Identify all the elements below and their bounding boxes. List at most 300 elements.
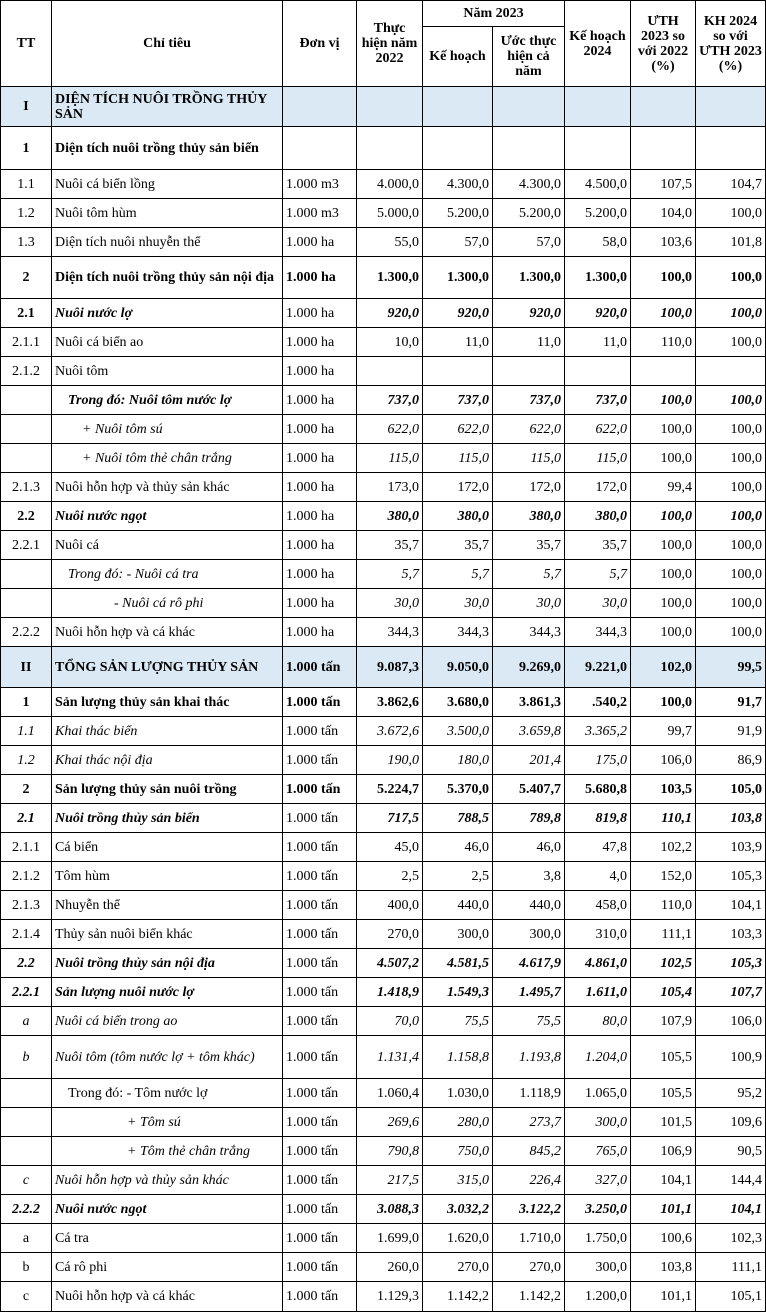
row-value: 344,3 [493, 618, 565, 647]
row-value: 100,0 [696, 257, 766, 299]
row-value: 100,0 [696, 299, 766, 328]
row-unit: 1.000 ha [283, 328, 357, 357]
row-name: Sản lượng thủy sản nuôi trồng [52, 775, 283, 804]
row-value: 3.500,0 [423, 717, 493, 746]
row-value: 11,0 [423, 328, 493, 357]
row-tt: b [1, 1036, 52, 1079]
row-name: Sản lượng thủy sản khai thác [52, 688, 283, 717]
row-name: Cá rô phi [52, 1253, 283, 1282]
row-value: 737,0 [357, 386, 423, 415]
row-value: 103,6 [631, 228, 696, 257]
row-name: Nuôi hỗn hợp và thủy sản khác [52, 473, 283, 502]
row-value [631, 357, 696, 386]
header-chi-tieu: Chỉ tiêu [52, 1, 283, 87]
row-value: 100,0 [696, 560, 766, 589]
row-value [357, 87, 423, 127]
row-value: 622,0 [357, 415, 423, 444]
row-value: 91,9 [696, 717, 766, 746]
row-unit: 1.000 tấn [283, 833, 357, 862]
row-value [357, 357, 423, 386]
row-value: 100,0 [631, 415, 696, 444]
row-value: 380,0 [493, 502, 565, 531]
row-value: 105,3 [696, 949, 766, 978]
row-tt: 2.2.1 [1, 531, 52, 560]
row-value: 110,0 [631, 328, 696, 357]
table-row [1, 804, 766, 833]
row-value: 45,0 [357, 833, 423, 862]
table-row [1, 1253, 766, 1282]
table-row [1, 862, 766, 891]
table-row [1, 920, 766, 949]
row-unit: 1.000 tấn [283, 647, 357, 688]
row-value: 1.611,0 [565, 978, 631, 1007]
row-value: 1.495,7 [493, 978, 565, 1007]
row-value: 380,0 [565, 502, 631, 531]
row-value: 789,8 [493, 804, 565, 833]
row-value: 3.032,2 [423, 1195, 493, 1224]
row-value: 30,0 [357, 589, 423, 618]
row-tt [1, 1079, 52, 1108]
row-value: 11,0 [493, 328, 565, 357]
row-value: 440,0 [423, 891, 493, 920]
row-value: 9.050,0 [423, 647, 493, 688]
row-value: 106,9 [631, 1137, 696, 1166]
row-unit: 1.000 tấn [283, 949, 357, 978]
table-body [1, 87, 766, 1312]
row-value [696, 87, 766, 127]
row-name: Diện tích nuôi nhuyễn thể [52, 228, 283, 257]
row-value [493, 357, 565, 386]
row-value: 10,0 [357, 328, 423, 357]
row-unit: 1.000 ha [283, 473, 357, 502]
row-tt: 1 [1, 127, 52, 170]
row-value [631, 87, 696, 127]
row-value: 273,7 [493, 1108, 565, 1137]
table-row [1, 1007, 766, 1036]
row-value: 1.158,8 [423, 1036, 493, 1079]
row-name: DIỆN TÍCH NUÔI TRỒNG THỦY SẢN [52, 87, 283, 127]
row-value: 47,8 [565, 833, 631, 862]
row-value: 4.861,0 [565, 949, 631, 978]
table-row [1, 299, 766, 328]
row-value: 103,8 [696, 804, 766, 833]
row-tt: 1 [1, 688, 52, 717]
row-value: 1.204,0 [565, 1036, 631, 1079]
row-value: 105,5 [631, 1036, 696, 1079]
row-unit: 1.000 tấn [283, 746, 357, 775]
row-name: Khai thác nội địa [52, 746, 283, 775]
row-value: 1.129,3 [357, 1282, 423, 1312]
row-value: 1.300,0 [565, 257, 631, 299]
header-ke-hoach-2024: Kế hoạch 2024 [565, 1, 631, 87]
row-value: 1.620,0 [423, 1224, 493, 1253]
row-value: 105,1 [696, 1282, 766, 1312]
row-unit: 1.000 ha [283, 357, 357, 386]
row-value: 765,0 [565, 1137, 631, 1166]
row-tt: 2.2.2 [1, 618, 52, 647]
row-name: - Nuôi cá rô phi [52, 589, 283, 618]
row-value: 1.142,2 [423, 1282, 493, 1312]
row-value: 101,1 [631, 1282, 696, 1312]
table-row [1, 647, 766, 688]
row-value: 46,0 [423, 833, 493, 862]
row-value: 315,0 [423, 1166, 493, 1195]
row-value: 99,5 [696, 647, 766, 688]
row-value: 1.060,4 [357, 1079, 423, 1108]
row-unit: 1.000 m3 [283, 199, 357, 228]
row-unit: 1.000 tấn [283, 1224, 357, 1253]
row-tt: 1.3 [1, 228, 52, 257]
row-value: 30,0 [423, 589, 493, 618]
row-name: Nuôi trồng thủy sản nội địa [52, 949, 283, 978]
table-row [1, 618, 766, 647]
row-tt: 2.2 [1, 502, 52, 531]
row-value: 90,5 [696, 1137, 766, 1166]
row-value: 790,8 [357, 1137, 423, 1166]
header-uoc-thuc-hien: Ước thực hiện cả năm [493, 27, 565, 87]
table-row [1, 1166, 766, 1195]
row-value: 3.365,2 [565, 717, 631, 746]
row-tt: 2 [1, 775, 52, 804]
row-value: 99,4 [631, 473, 696, 502]
row-value: 260,0 [357, 1253, 423, 1282]
row-tt: 2.1.3 [1, 891, 52, 920]
row-value: 35,7 [565, 531, 631, 560]
table-row [1, 415, 766, 444]
row-unit: 1.000 tấn [283, 1007, 357, 1036]
row-value: 102,5 [631, 949, 696, 978]
row-value: 201,4 [493, 746, 565, 775]
row-value [565, 87, 631, 127]
row-tt: 2.1.3 [1, 473, 52, 502]
row-tt [1, 1137, 52, 1166]
row-value: 104,1 [696, 891, 766, 920]
row-name: Nuôi cá biển lồng [52, 170, 283, 199]
row-value [423, 87, 493, 127]
row-unit: 1.000 tấn [283, 920, 357, 949]
row-value: 920,0 [493, 299, 565, 328]
row-value: 144,4 [696, 1166, 766, 1195]
row-value: 115,0 [493, 444, 565, 473]
row-value [357, 127, 423, 170]
row-unit: 1.000 ha [283, 444, 357, 473]
row-value: 100,0 [631, 618, 696, 647]
row-value: 1.131,4 [357, 1036, 423, 1079]
row-value: 30,0 [565, 589, 631, 618]
row-value: 2,5 [357, 862, 423, 891]
row-name: Nuôi nước ngọt [52, 1195, 283, 1224]
row-value: 115,0 [565, 444, 631, 473]
row-tt: 2.1.1 [1, 328, 52, 357]
row-value: 46,0 [493, 833, 565, 862]
row-value: 115,0 [423, 444, 493, 473]
row-value: 104,0 [631, 199, 696, 228]
row-value: 180,0 [423, 746, 493, 775]
row-value: 4.500,0 [565, 170, 631, 199]
header-nam-2023: Năm 2023 [423, 1, 565, 27]
row-value: 750,0 [423, 1137, 493, 1166]
table-row [1, 328, 766, 357]
table-row [1, 775, 766, 804]
row-value: 9.269,0 [493, 647, 565, 688]
row-value [493, 127, 565, 170]
row-value: 344,3 [357, 618, 423, 647]
row-value: 226,4 [493, 1166, 565, 1195]
table-row [1, 257, 766, 299]
table-row [1, 589, 766, 618]
row-name: + Tôm sú [52, 1108, 283, 1137]
row-value: 269,6 [357, 1108, 423, 1137]
row-value: 310,0 [565, 920, 631, 949]
row-name: + Tôm thẻ chân trắng [52, 1137, 283, 1166]
row-name: Nuôi nước ngọt [52, 502, 283, 531]
row-value: 5.680,8 [565, 775, 631, 804]
row-tt: 2.2.2 [1, 1195, 52, 1224]
row-name: Nhuyễn thể [52, 891, 283, 920]
row-value: 270,0 [493, 1253, 565, 1282]
row-value: 3.088,3 [357, 1195, 423, 1224]
row-value: 100,0 [696, 502, 766, 531]
row-value: 100,0 [631, 444, 696, 473]
row-name: Nuôi hỗn hợp và thủy sản khác [52, 1166, 283, 1195]
row-unit: 1.000 m3 [283, 170, 357, 199]
row-value: 100,0 [631, 688, 696, 717]
row-value: 5.407,7 [493, 775, 565, 804]
row-value: 300,0 [423, 920, 493, 949]
row-tt: 1.2 [1, 746, 52, 775]
row-value: 3.659,8 [493, 717, 565, 746]
row-tt [1, 444, 52, 473]
header-don-vi: Đơn vị [283, 1, 357, 87]
row-value: 217,5 [357, 1166, 423, 1195]
row-unit: 1.000 tấn [283, 804, 357, 833]
table-row [1, 891, 766, 920]
row-value: 100,0 [696, 444, 766, 473]
header-tt: TT [1, 1, 52, 87]
row-name: Nuôi cá biển ao [52, 328, 283, 357]
row-value: 1.193,8 [493, 1036, 565, 1079]
row-value: 300,0 [493, 920, 565, 949]
row-tt: 2.1.4 [1, 920, 52, 949]
row-value: 300,0 [565, 1108, 631, 1137]
row-value [565, 357, 631, 386]
row-value: 3.680,0 [423, 688, 493, 717]
row-value [696, 357, 766, 386]
row-value: .540,2 [565, 688, 631, 717]
table-row [1, 1224, 766, 1253]
row-name: Nuôi cá biển trong ao [52, 1007, 283, 1036]
table-row [1, 386, 766, 415]
row-value: 380,0 [357, 502, 423, 531]
row-value: 99,7 [631, 717, 696, 746]
row-name: Diện tích nuôi trồng thủy sản nội địa [52, 257, 283, 299]
row-value: 100,0 [631, 299, 696, 328]
row-value: 717,5 [357, 804, 423, 833]
row-value: 270,0 [423, 1253, 493, 1282]
table-row [1, 199, 766, 228]
row-value: 100,0 [696, 328, 766, 357]
row-value: 100,0 [631, 589, 696, 618]
row-value: 95,2 [696, 1079, 766, 1108]
row-value: 622,0 [493, 415, 565, 444]
row-value: 106,0 [696, 1007, 766, 1036]
row-name: Trong đó: Nuôi tôm nước lợ [52, 386, 283, 415]
row-value: 172,0 [565, 473, 631, 502]
row-value [565, 127, 631, 170]
row-unit: 1.000 tấn [283, 1282, 357, 1312]
row-value: 35,7 [357, 531, 423, 560]
row-name: Trong đó: - Tôm nước lợ [52, 1079, 283, 1108]
row-value: 100,9 [696, 1036, 766, 1079]
table-row [1, 1137, 766, 1166]
table-row [1, 127, 766, 170]
table-row [1, 531, 766, 560]
row-value: 109,6 [696, 1108, 766, 1137]
row-value: 1.418,9 [357, 978, 423, 1007]
row-name: Cá tra [52, 1224, 283, 1253]
row-value: 111,1 [631, 920, 696, 949]
row-value: 106,0 [631, 746, 696, 775]
row-value: 1.142,2 [493, 1282, 565, 1312]
row-value: 172,0 [423, 473, 493, 502]
row-value: 458,0 [565, 891, 631, 920]
row-name: Nuôi tôm [52, 357, 283, 386]
row-value: 100,0 [696, 589, 766, 618]
row-unit: 1.000 tấn [283, 1108, 357, 1137]
row-tt [1, 560, 52, 589]
row-value [493, 87, 565, 127]
row-value: 1.710,0 [493, 1224, 565, 1253]
row-unit: 1.000 tấn [283, 1166, 357, 1195]
header-uth-ratio: ƯTH 2023 so với 2022 (%) [631, 1, 696, 87]
row-tt: 2.1.1 [1, 833, 52, 862]
row-value: 75,5 [423, 1007, 493, 1036]
row-value: 3,8 [493, 862, 565, 891]
row-value: 1.750,0 [565, 1224, 631, 1253]
row-unit: 1.000 tấn [283, 1137, 357, 1166]
row-value: 788,5 [423, 804, 493, 833]
row-unit [283, 87, 357, 127]
row-unit: 1.000 ha [283, 386, 357, 415]
table-row [1, 746, 766, 775]
row-name: Diện tích nuôi trồng thủy sản biển [52, 127, 283, 170]
row-value: 103,3 [696, 920, 766, 949]
row-unit: 1.000 tấn [283, 862, 357, 891]
row-value: 103,8 [631, 1253, 696, 1282]
row-value: 175,0 [565, 746, 631, 775]
row-name: Nuôi tôm (tôm nước lợ + tôm khác) [52, 1036, 283, 1079]
row-unit: 1.000 ha [283, 415, 357, 444]
row-value: 4.617,9 [493, 949, 565, 978]
row-value: 104,1 [631, 1166, 696, 1195]
row-value: 91,7 [696, 688, 766, 717]
row-tt: 2.1 [1, 299, 52, 328]
row-unit: 1.000 tấn [283, 891, 357, 920]
row-unit [283, 127, 357, 170]
row-value: 920,0 [565, 299, 631, 328]
row-name: + Nuôi tôm sú [52, 415, 283, 444]
row-value: 190,0 [357, 746, 423, 775]
row-value: 3.861,3 [493, 688, 565, 717]
row-value: 280,0 [423, 1108, 493, 1137]
row-name: Cá biển [52, 833, 283, 862]
row-tt: 2.2 [1, 949, 52, 978]
row-tt: 2.2.1 [1, 978, 52, 1007]
row-value: 300,0 [565, 1253, 631, 1282]
table-row [1, 1195, 766, 1224]
row-value: 110,0 [631, 891, 696, 920]
row-value: 3.862,6 [357, 688, 423, 717]
row-name: Trong đó: - Nuôi cá tra [52, 560, 283, 589]
row-value: 4.300,0 [493, 170, 565, 199]
row-name: Thủy sản nuôi biển khác [52, 920, 283, 949]
row-value: 9.221,0 [565, 647, 631, 688]
row-value: 344,3 [423, 618, 493, 647]
row-value: 100,0 [696, 531, 766, 560]
row-value: 173,0 [357, 473, 423, 502]
row-value: 101,5 [631, 1108, 696, 1137]
row-value: 1.699,0 [357, 1224, 423, 1253]
row-unit: 1.000 ha [283, 257, 357, 299]
row-unit: 1.000 tấn [283, 1036, 357, 1079]
row-value: 1.030,0 [423, 1079, 493, 1108]
row-value: 1.549,3 [423, 978, 493, 1007]
row-name: Nuôi hỗn hợp và cá khác [52, 618, 283, 647]
row-value: 100,0 [631, 560, 696, 589]
row-value: 102,3 [696, 1224, 766, 1253]
row-value: 4.507,2 [357, 949, 423, 978]
row-value: 920,0 [423, 299, 493, 328]
row-tt: a [1, 1224, 52, 1253]
row-unit: 1.000 tấn [283, 1253, 357, 1282]
row-value: 100,0 [631, 386, 696, 415]
row-tt: c [1, 1166, 52, 1195]
row-value: 86,9 [696, 746, 766, 775]
row-unit: 1.000 tấn [283, 688, 357, 717]
row-value: 4,0 [565, 862, 631, 891]
row-value: 102,0 [631, 647, 696, 688]
row-value: 105,5 [631, 1079, 696, 1108]
row-value: 107,7 [696, 978, 766, 1007]
row-value: 100,6 [631, 1224, 696, 1253]
row-value: 5.224,7 [357, 775, 423, 804]
row-value: 100,0 [631, 531, 696, 560]
row-value: 105,3 [696, 862, 766, 891]
row-name: Nuôi nước lợ [52, 299, 283, 328]
row-value: 622,0 [565, 415, 631, 444]
row-tt [1, 1108, 52, 1137]
row-value: 1.300,0 [493, 257, 565, 299]
row-name: Nuôi hỗn hợp và cá khác [52, 1282, 283, 1312]
row-tt [1, 415, 52, 444]
row-value: 1.300,0 [423, 257, 493, 299]
row-value: 4.000,0 [357, 170, 423, 199]
row-value: 4.581,5 [423, 949, 493, 978]
row-name: TỔNG SẢN LƯỢNG THỦY SẢN [52, 647, 283, 688]
row-value: 172,0 [493, 473, 565, 502]
row-unit: 1.000 ha [283, 618, 357, 647]
row-value: 100,0 [696, 473, 766, 502]
table-row [1, 1282, 766, 1312]
row-name: Nuôi tôm hùm [52, 199, 283, 228]
row-value: 100,0 [696, 618, 766, 647]
row-value: 115,0 [357, 444, 423, 473]
row-value: 103,5 [631, 775, 696, 804]
table-row [1, 717, 766, 746]
row-tt [1, 589, 52, 618]
row-unit: 1.000 ha [283, 228, 357, 257]
row-value: 4.300,0 [423, 170, 493, 199]
